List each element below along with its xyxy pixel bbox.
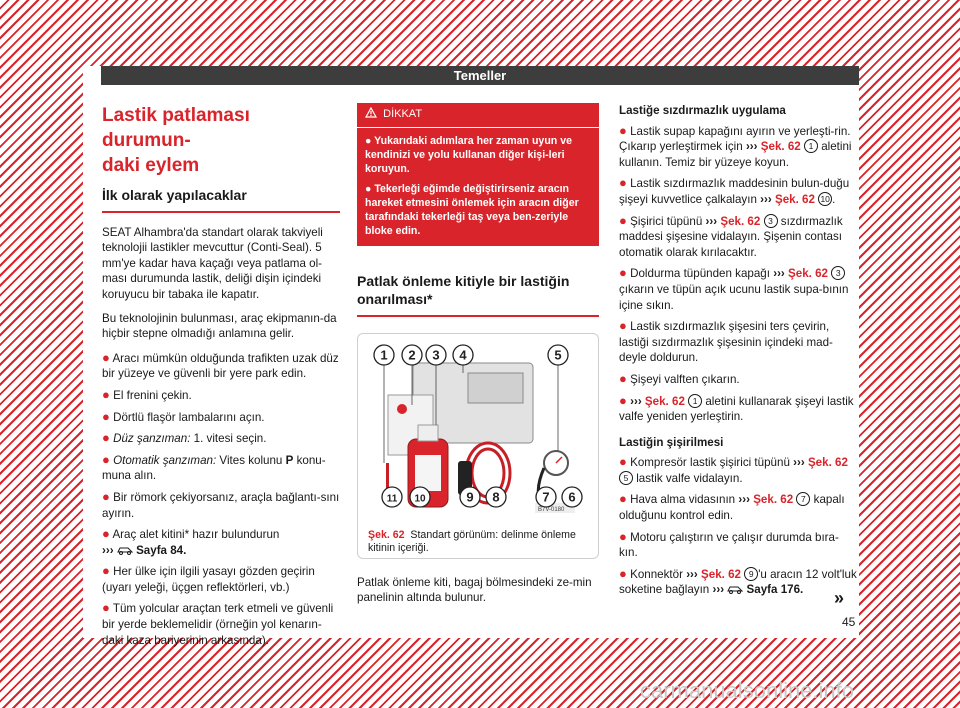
watermark: carmanualsonline.info <box>640 678 855 703</box>
figure-code: B7V-0180 <box>538 506 565 513</box>
callout-label: 8 <box>492 489 500 505</box>
callout-label: 10 <box>414 493 426 505</box>
figure-link[interactable]: Şek. 62 <box>774 192 815 206</box>
subtitle: İlk olarak yapılacaklar <box>102 187 247 203</box>
callout-label: 7 <box>542 489 550 505</box>
figure-link[interactable]: Şek. 62 <box>760 140 801 154</box>
list-item: ● Doldurma tüpünden kapağı ››› Şek. 62 3 çıkarın ve tüpün açık ucunu lastik supa-bının içine sıkın. <box>619 265 849 312</box>
list-item: ● El frenini çekin. <box>102 386 192 402</box>
section-title: Patlak önleme kitiyle bir lastiğin onarılması* <box>357 272 570 307</box>
callout-label: 6 <box>568 489 576 505</box>
list-item: ● Hava alma vidasının ››› Şek. 62 7 kapalı olduğunu kontrol edin. <box>619 491 845 523</box>
heading-sealing: Lastiğe sızdırmazlık uygulama <box>619 104 786 117</box>
list-item: ● Lastik supap kapağını ayırın ve yerleşti-rin. Çıkarıp yerleştirmek için ››› Şek. 62 1 aletini kullanın. Temiz bir yüzeye koyun. <box>619 122 852 169</box>
warning-icon <box>365 107 377 118</box>
page-number: 45 <box>842 615 856 629</box>
page-link[interactable]: Sayfa 84. <box>136 543 187 557</box>
figure-link[interactable]: Şek. 62 <box>788 267 828 281</box>
list-item: ● Bir römork çekiyorsanız, araçla bağlantı-sını ayırın. <box>102 488 340 520</box>
warning-box <box>357 103 599 246</box>
callout-label: 11 <box>386 493 398 505</box>
figure-box <box>357 333 599 559</box>
warning-body <box>357 128 599 246</box>
column-3 <box>619 103 857 603</box>
warning-item: ● Tekerleği eğimde değiştirirseniz aracın hareket etmesini önlemek için aracın diğer tarafındaki tekerleği taş veya ben-zeriyle bloke edin. <box>365 182 579 237</box>
divider <box>102 211 340 213</box>
list-item: ● Her ülke için ilgili yasayı gözden geçirin (uyarı yeleği, üçgen reflektörleri, vb.) <box>102 563 315 594</box>
figure-link[interactable]: Şek. 62 <box>807 456 848 470</box>
figure-image <box>368 343 589 521</box>
page-link[interactable]: Sayfa 176. <box>746 583 804 597</box>
figure-caption: Şek. 62 Standart görünüm: delinme önleme kitinin içeriği. <box>368 528 576 555</box>
callout-label: 1 <box>380 347 388 363</box>
heading-inflation: Lastiğin şişirilmesi <box>619 435 724 449</box>
list-item: ● Otomatik şanzıman: Vites kolunu P konu-muna alın. <box>102 451 326 483</box>
page-title: Lastik patlaması durumun- daki eylem <box>102 105 250 176</box>
column-1 <box>102 103 340 653</box>
car-tool-icon <box>727 583 743 594</box>
list-item: ● Lastik sızdırmazlık şişesini ters çevirin, lastiği sızdırmazlık şişesinin içindeki mad-deyle doldurun. <box>619 318 833 365</box>
car-tool-icon <box>117 544 133 555</box>
list-item: ● Motoru çalıştırın ve çalışır durumda bıra-kın. <box>619 528 839 560</box>
callout-label: 3 <box>432 347 440 363</box>
section-header: Temeller <box>101 66 859 85</box>
intro-paragraph: SEAT Alhambra'da standart olarak takviyeli teknolojii lastikler mevcuttur (Conti-Seal). 5 mm'ye kadar hava kaçağı veya patlama ol-ması durumunda lastik, deliği dişin içindeki koruyucu bir tabaka ile kapatır. <box>102 225 323 301</box>
warning-item: ● Yukarıdaki adımlara her zaman uyun ve kendinizi ve yolu kullanan diğer kişi-leri koruyun. <box>365 134 572 175</box>
list-item: ● Şişirici tüpünü ››› Şek. 62 3 sızdırmazlık maddesi şişesine vidalayın. Şişenin contası otomatik olarak kırılacaktır. <box>619 212 843 259</box>
list-item: ● Aracı mümkün olduğunda trafikten uzak düz bir yüzeye ve güvenli bir yere park edin. <box>102 349 339 381</box>
list-item: ● ››› Şek. 62 1 aletini kullanarak şişeyi lastik valfe yeniden yerleştirin. <box>619 392 854 424</box>
figure-link[interactable]: Şek. 62 <box>644 394 685 408</box>
divider <box>357 315 599 317</box>
callout-label: 9 <box>466 489 474 505</box>
list-item: ● Araç alet kitini* hazır bulundurun ››› Sayfa 84. <box>102 526 280 557</box>
repair-kit-illustration <box>368 343 589 521</box>
list-item: ● Dörtlü flaşör lambalarını açın. <box>102 408 265 424</box>
callout-label: 4 <box>459 347 467 363</box>
list-item: ● Lastik sızdırmazlık maddesinin bulun-duğu şişeyi kuvvetlice çalkalayın ››› Şek. 62 10 . <box>619 175 850 206</box>
intro-paragraph-2: Bu teknolojinin bulunması, araç ekipmanın-da hiçbir stepne olmadığı anlamına gelir. <box>102 311 337 341</box>
list-item: ● Düz şanzıman: 1. vitesi seçin. <box>102 430 267 446</box>
list-item: ● Kompresör lastik şişirici tüpünü ››› Şek. 62 5 lastik valfe vidalayın. <box>619 454 848 485</box>
continue-arrow: » <box>834 588 845 608</box>
callout-label: 2 <box>408 347 416 363</box>
callout-label: 5 <box>554 347 562 363</box>
warning-header: DİKKAT <box>357 103 599 128</box>
list-item: ● Tüm yolcular araçtan terk etmeli ve güvenli bir yerde beklemelidir (örneğin yol kenarın-daki kaza bariyerinin arkasında). <box>102 600 334 647</box>
column-2 <box>357 103 599 614</box>
figure-link[interactable]: Şek. 62 <box>720 214 761 228</box>
kit-location-paragraph: Patlak önleme kiti, bagaj bölmesindeki ze-min panelinin altında bulunur. <box>357 575 592 605</box>
list-item: ● Şişeyi valften çıkarın. <box>619 370 740 386</box>
list-item: ● Konnektör ››› Şek. 62 9 'u aracın 12 volt'luk soketine bağlayın ››› Sayfa 176. <box>619 565 857 597</box>
figure-link[interactable]: Şek. 62 <box>753 493 794 507</box>
figure-link[interactable]: Şek. 62 <box>701 567 741 581</box>
